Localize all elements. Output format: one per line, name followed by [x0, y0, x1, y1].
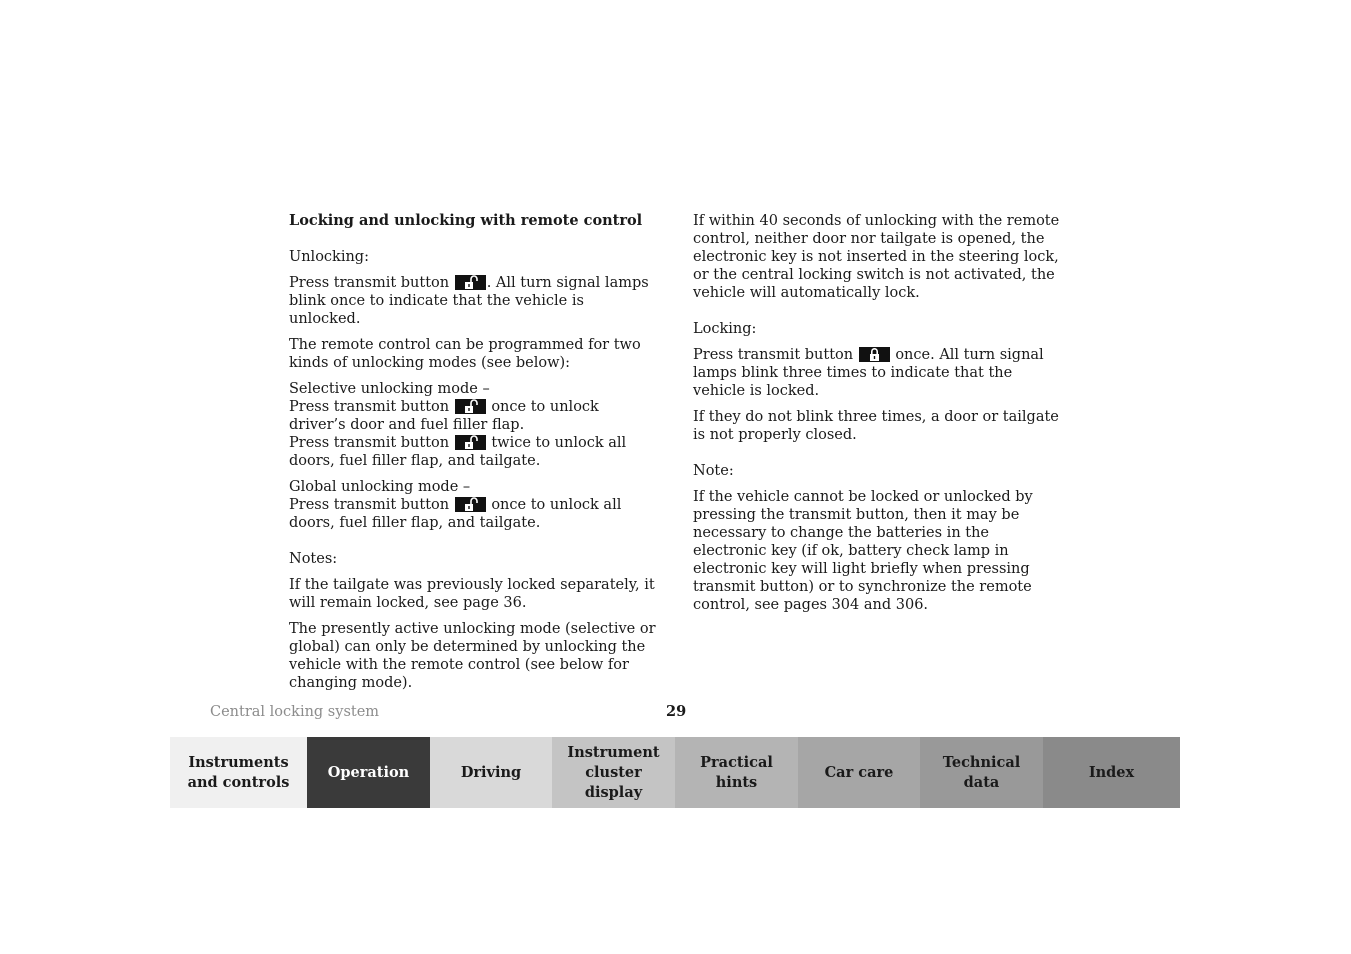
notes-label: Notes:: [289, 551, 338, 567]
unlock-icon: [455, 435, 486, 450]
not-closed-paragraph: If they do not blink three times, a door or tailgate is not properly closed.: [693, 409, 1059, 443]
auto-lock-paragraph: If within 40 seconds of unlocking with the remote control, neither door nor tailgate is opened, the electronic key is not inserted in the steering lock, or the central locking switch is not activated, the vehicle will automatically lock.: [693, 213, 1060, 301]
page-number: 29: [666, 703, 687, 720]
chapter-tabs: [170, 737, 1180, 808]
tab-technical-data[interactable]: Technical data: [920, 737, 1043, 808]
text-fragment: Press transmit button: [289, 435, 450, 451]
global-mode-title: Global unlocking mode –: [289, 479, 471, 495]
text-fragment: once to unlock all doors, fuel filler flap, and tailgate.: [289, 497, 622, 531]
section-heading: Locking and unlocking with remote control: [289, 212, 643, 229]
text-fragment: Press transmit button: [289, 399, 450, 415]
unlock-paragraph: [289, 274, 657, 328]
text-fragment: once to unlock driver’s door and fuel filler flap.: [289, 399, 599, 433]
note-active-mode: The presently active unlocking mode (selective or global) can only be determined by unlocking the vehicle with the remote control (see below for changing mode).: [289, 621, 656, 691]
tab-instruments-and-controls[interactable]: Instruments and controls: [170, 737, 307, 808]
note-tailgate: If the tailgate was previously locked separately, it will remain locked, see page 36.: [289, 577, 655, 611]
text-fragment: Press transmit button: [693, 347, 854, 363]
program-paragraph: The remote control can be programmed for two kinds of unlocking modes (see below):: [289, 337, 641, 371]
battery-note: If the vehicle cannot be locked or unlocked by pressing the transmit button, then it may be necessary to change the batteries in the electronic key (if ok, battery check lamp in electronic key will light briefly when pressing transmit button) or to synchronize the remote control, see pages 304 and 306.: [693, 489, 1033, 613]
lock-icon: [859, 347, 890, 362]
tab-driving[interactable]: Driving: [430, 737, 552, 808]
text-fragment: once. All turn signal lamps blink three times to indicate that the vehicle is locked.: [693, 347, 1044, 399]
footer-section-title: Central locking system: [210, 704, 380, 720]
global-mode-paragraph: [289, 478, 657, 532]
lock-paragraph: [693, 346, 1061, 400]
unlock-icon: [455, 497, 486, 512]
selective-mode-title: Selective unlocking mode –: [289, 381, 490, 397]
right-column: [693, 212, 1061, 622]
left-column: [289, 212, 657, 700]
text-fragment: twice to unlock all doors, fuel filler flap, and tailgate.: [289, 435, 627, 469]
unlock-icon: [455, 399, 486, 414]
unlock-icon: [455, 275, 486, 290]
text-fragment: . All turn signal lamps blink once to indicate that the vehicle is unlocked.: [289, 275, 649, 327]
text-fragment: Press transmit button: [289, 497, 450, 513]
tab-instrument-cluster-display[interactable]: Instrument cluster display: [552, 737, 675, 808]
tab-index[interactable]: Index: [1043, 737, 1180, 808]
tab-practical-hints[interactable]: Practical hints: [675, 737, 798, 808]
text-fragment: Press transmit button: [289, 275, 450, 291]
selective-mode-paragraph: [289, 380, 657, 470]
note-label: Note:: [693, 463, 734, 479]
locking-label: Locking:: [693, 321, 757, 337]
unlocking-label: Unlocking:: [289, 249, 369, 265]
tab-operation[interactable]: Operation: [307, 737, 430, 808]
tab-car-care[interactable]: Car care: [798, 737, 920, 808]
